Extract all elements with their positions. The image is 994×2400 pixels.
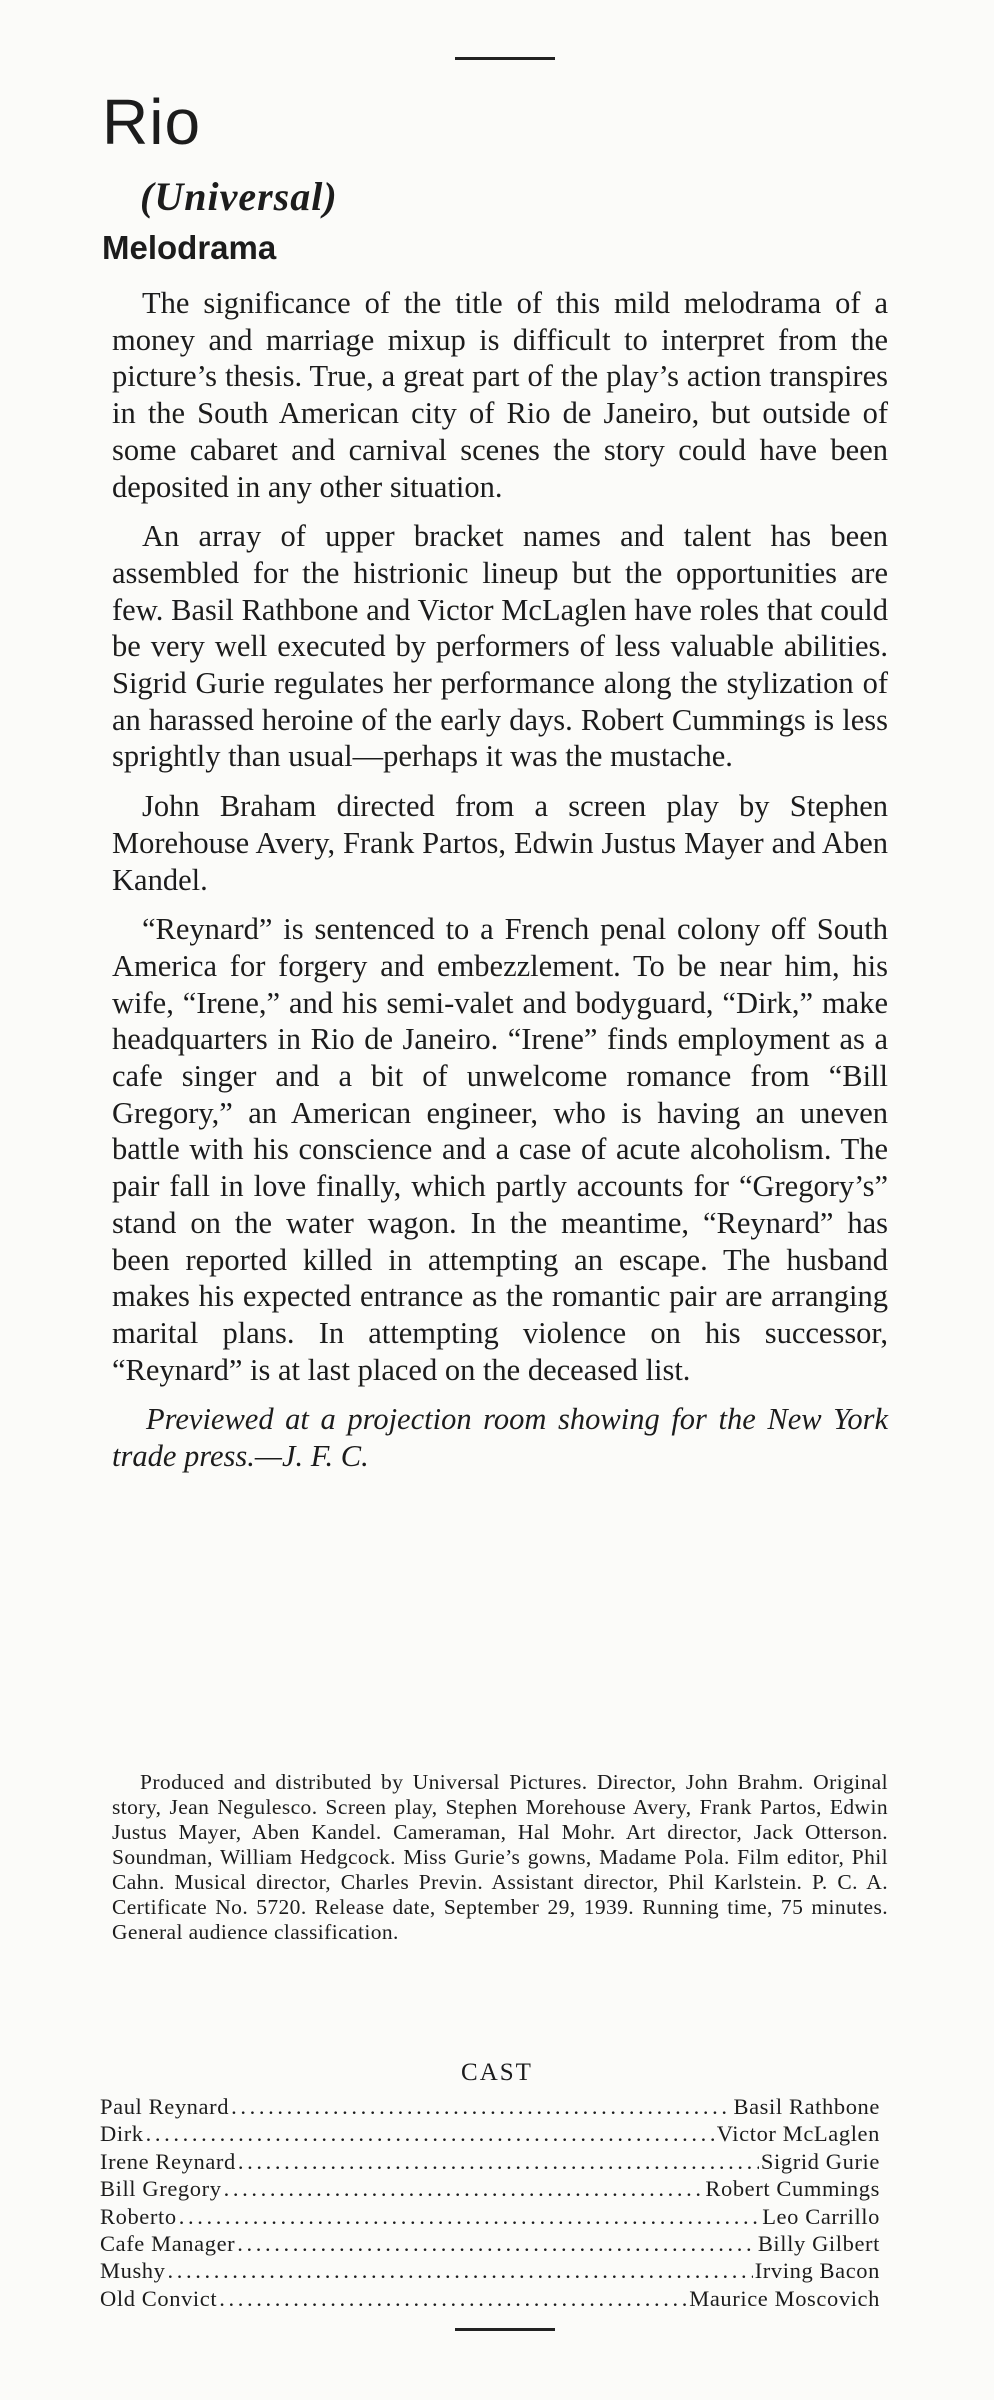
review-paragraph: An array of upper bracket names and talent has been assembled for the histrionic lineup but the opportunities are few. Basil Rathbone and Victor McLaglen have roles that could be very well executed by performers of less valuable abilities. Sigrid Gurie regulates her performance along the stylization of an harassed heroine of the early days. Robert Cummings is less sprightly than usual—perhaps it was the mustache. <box>112 519 888 774</box>
dot-leader <box>179 2203 761 2230</box>
cast-role: Cafe Manager <box>100 2231 236 2257</box>
cast-row <box>100 2120 880 2147</box>
cast-actor: Irving Bacon <box>754 2258 880 2284</box>
cast-role: Mushy <box>100 2258 166 2284</box>
cast-row <box>100 2175 880 2202</box>
dot-leader <box>231 2093 731 2120</box>
review-paragraph: “Reynard” is sentenced to a French penal colony off South America for forgery and embezzlement. To be near him, his wife, “Irene,” and his semi-valet and bodyguard, “Dirk,” make headquarters in Rio de Janeiro. “Irene” finds employment as a cafe singer and a bit of unwelcome romance from “Bill Gregory,” an American engineer, who is having an uneven battle with his conscience and a case of acute alcoholism. The pair fall in love finally, which partly accounts for “Gregory’s” stand on the water wagon. In the meantime, “Reynard” has been reported killed in attempting an escape. The husband makes his expected entrance as the romantic pair are arranging marital plans. In attempting violence on his successor, “Reynard” is at last placed on the deceased list. <box>112 912 888 1387</box>
cast-row <box>100 2093 880 2120</box>
dot-leader <box>146 2120 715 2147</box>
cast-actor: Billy Gilbert <box>757 2231 880 2257</box>
cast-role: Irene Reynard <box>100 2148 236 2174</box>
cast-actor: Sigrid Gurie <box>760 2148 880 2174</box>
cast-actor: Leo Carrillo <box>762 2203 880 2229</box>
dot-leader <box>219 2285 687 2312</box>
cast-row <box>100 2230 880 2257</box>
cast-row <box>100 2148 880 2175</box>
bottom-rule <box>455 2328 555 2331</box>
cast-role: Roberto <box>100 2203 177 2229</box>
review-paragraph: The significance of the title of this mild melodrama of a money and marriage mixup is difficult to interpret from the picture’s thesis. True, a great part of the play’s action transpires in the South American city of Rio de Janeiro, but outside of some cabaret and carnival scenes the story could have been deposited in any other situation. <box>112 286 888 504</box>
preview-byline: Previewed at a projection room showing for the New York trade press.—J. F. C. <box>112 1402 888 1474</box>
review-paragraph: John Braham directed from a screen play by Stephen Morehouse Avery, Frank Partos, Edwin Justus Mayer and Aben Kandel. <box>112 789 888 897</box>
cast-role: Bill Gregory <box>100 2176 222 2202</box>
credits-text: Produced and distributed by Universal Pictures. Director, John Brahm. Original story, Jean Negulesco. Screen play, Stephen Morehouse Avery, Frank Partos, Edwin Justus Mayer, Aben Kandel. Cameraman, Hal Mohr. Art director, Jack Otterson. Soundman, William Hedgcock. Miss Gurie’s gowns, Madame Pola. Film editor, Phil Cahn. Musical director, Charles Previn. Assistant director, Phil Karlstein. P. C. A. Certificate No. 5720. Release date, September 29, 1939. Running time, 75 minutes. General audience classification. <box>112 1770 888 1944</box>
review-body <box>112 285 888 1475</box>
cast-row <box>100 2257 880 2284</box>
cast-actor: Victor McLaglen <box>716 2121 880 2147</box>
genre-label: Melodrama <box>102 229 277 266</box>
cast-list <box>100 2093 880 2312</box>
dot-leader <box>238 2148 759 2175</box>
dot-leader <box>224 2175 704 2202</box>
cast-actor: Robert Cummings <box>705 2176 880 2202</box>
dot-leader <box>237 2230 756 2257</box>
top-rule <box>455 57 555 60</box>
film-title: Rio <box>102 86 202 158</box>
cast-role: Dirk <box>100 2121 144 2147</box>
cast-role: Paul Reynard <box>100 2094 230 2119</box>
cast-heading: CAST <box>461 2059 533 2086</box>
cast-role: Old Convict <box>100 2285 218 2311</box>
cast-actor: Maurice Moscovich <box>689 2285 880 2311</box>
cast-row <box>100 2285 880 2312</box>
dot-leader <box>168 2257 753 2284</box>
cast-row <box>100 2203 880 2230</box>
cast-actor: Basil Rathbone <box>733 2094 880 2119</box>
studio-name: (Universal) <box>140 174 338 219</box>
production-credits <box>112 1770 888 1945</box>
